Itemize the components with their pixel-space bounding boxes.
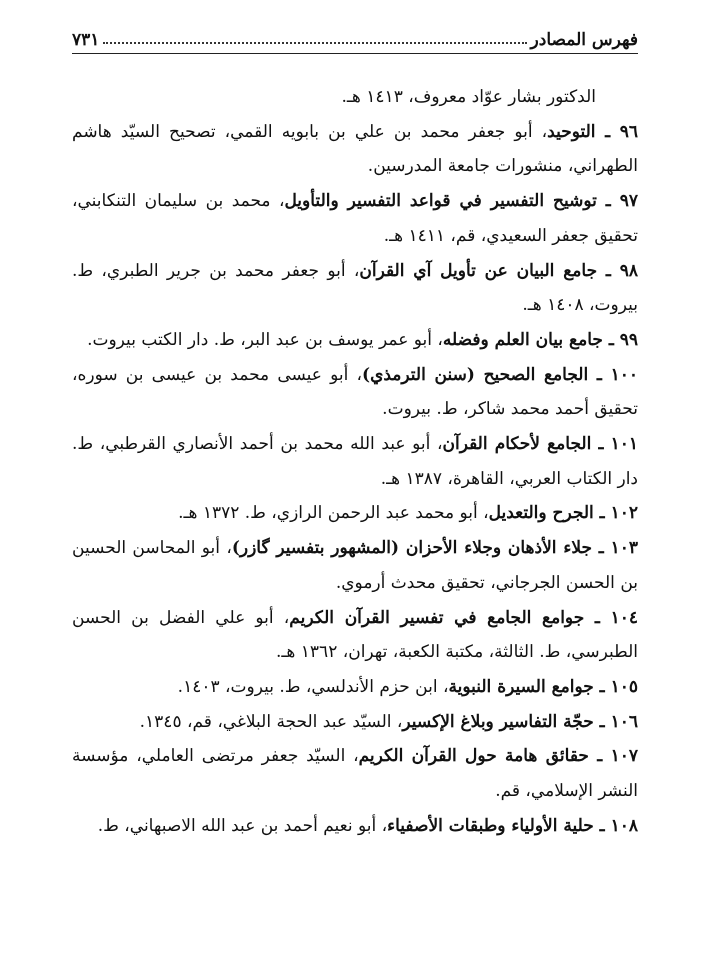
entry-details: ، أبو عمر يوسف بن عبد البر، ط. دار الكتب بيروت. bbox=[87, 329, 443, 350]
bibliography-entry bbox=[72, 531, 638, 600]
bibliography-entry bbox=[72, 323, 638, 358]
entry-title: جامع البيان عن تأويل آي القرآن bbox=[359, 260, 598, 281]
entry-title: الجرح والتعديل bbox=[488, 503, 594, 524]
entry-details: ، أبو جعفر محمد بن جرير الطبري، ط. بيروت، ١٤٠٨ هـ. bbox=[72, 260, 638, 316]
bibliography-list bbox=[72, 80, 638, 843]
entry-details: ، محمد بن سليمان التنكابني، تحقيق جعفر السعيدي، قم، ١٤١١ هـ. bbox=[72, 191, 638, 246]
entry-details: ، السيّد جعفر مرتضى العاملي، مؤسسة النشر الإسلامي، قم. bbox=[72, 746, 638, 802]
entry-title: حقائق هامة حول القرآن الكريم bbox=[358, 746, 589, 767]
header-title: فهرس المصادر bbox=[530, 30, 638, 50]
entry-details: ، أبو محمد عبد الرحمن الرازي، ط. ١٣٧٢ هـ. bbox=[178, 503, 489, 524]
entry-details: ، أبو علي الفضل بن الحسن الطبرسي، ط. الثالثة، مكتبة الكعبة، تهران، ١٣٦٢ هـ. bbox=[72, 607, 638, 663]
entry-number: ١٠٢ ـ bbox=[593, 503, 638, 524]
bibliography-entry bbox=[72, 496, 638, 531]
entry-details: ، أبو المحاسن الحسين بن الحسن الجرجاني، تحقيق محدث أرموي. bbox=[72, 538, 638, 593]
entry-number: ١٠٣ ـ bbox=[591, 538, 638, 559]
bibliography-entry bbox=[72, 254, 638, 323]
entry-number: ١٠٨ ـ bbox=[593, 815, 638, 836]
entry-details: ، أبو جعفر محمد بن علي بن بابويه القمي، تصحيح السيّد هاشم الطهراني، منشورات جامعة المدرسين. bbox=[72, 121, 638, 177]
entry-number: ٩٦ ـ bbox=[595, 121, 638, 142]
bibliography-entry bbox=[72, 427, 638, 496]
entry-title: جوامع السيرة النبوية bbox=[448, 676, 594, 697]
running-header bbox=[72, 26, 638, 50]
entry-title: جوامع الجامع في تفسير القرآن الكريم bbox=[289, 607, 585, 628]
entry-number: ١٠٤ ـ bbox=[584, 607, 638, 628]
entry-number: ١٠٥ ـ bbox=[593, 676, 638, 697]
entry-number: ١٠٧ ـ bbox=[588, 746, 638, 767]
entry-title: حجّة التفاسير وبلاغ الإكسير bbox=[402, 711, 594, 732]
entry-title: حلية الأولياء وطبقات الأصفياء bbox=[387, 815, 594, 836]
continued-entry-line: الدكتور بشار عوّاد معروف، ١٤١٣ هـ. bbox=[341, 87, 596, 107]
bibliography-entry bbox=[72, 739, 638, 808]
bibliography-entry bbox=[72, 705, 638, 740]
header-rule bbox=[72, 53, 638, 54]
entry-number: ١٠٦ ـ bbox=[593, 711, 638, 732]
entry-title: جامع بيان العلم وفضله bbox=[442, 329, 603, 350]
entry-details: ، السيّد عبد الحجة البلاغي، قم، ١٣٤٥. bbox=[139, 711, 403, 732]
entry-title: التوحيد bbox=[547, 121, 596, 142]
bibliography-entry bbox=[72, 809, 638, 844]
entry-number: ٩٩ ـ bbox=[602, 329, 638, 350]
bibliography-entry bbox=[72, 115, 638, 184]
entry-title: الجامع الصحيح (سنن الترمذي) bbox=[362, 364, 589, 385]
entry-number: ٩٨ ـ bbox=[597, 260, 638, 281]
bibliography-entry bbox=[72, 601, 638, 670]
entry-number: ١٠٠ ـ bbox=[588, 364, 638, 385]
bibliography-entry bbox=[72, 670, 638, 705]
entry-details: ، أبو عيسى محمد بن عيسى بن سوره، تحقيق أحمد محمد شاكر، ط. بيروت. bbox=[72, 364, 638, 420]
entry-number: ٩٧ ـ bbox=[596, 191, 638, 212]
bibliography-entry bbox=[72, 358, 638, 427]
page-number: ٧٣١ bbox=[72, 30, 100, 50]
entry-title: توشيح التفسير في قواعد التفسير والتأويل bbox=[284, 191, 597, 212]
header-dot-leader bbox=[103, 42, 526, 44]
entry-details: ، أبو نعيم أحمد بن عبد الله الاصبهاني، ط. bbox=[97, 815, 388, 836]
bibliography-entry bbox=[72, 184, 638, 253]
entry-number: ١٠١ ـ bbox=[591, 434, 638, 455]
entry-details: ، أبو عبد الله محمد بن أحمد الأنصاري القرطبي، ط. دار الكتاب العربي، القاهرة، ١٣٨٧ هـ. bbox=[72, 434, 638, 489]
entry-title: جلاء الأذهان وجلاء الأحزان (المشهور بتفسير گازر) bbox=[231, 538, 592, 559]
entry-details: ، ابن حزم الأندلسي، ط. بيروت، ١٤٠٣. bbox=[177, 676, 449, 697]
entry-title: الجامع لأحكام القرآن bbox=[442, 434, 592, 455]
